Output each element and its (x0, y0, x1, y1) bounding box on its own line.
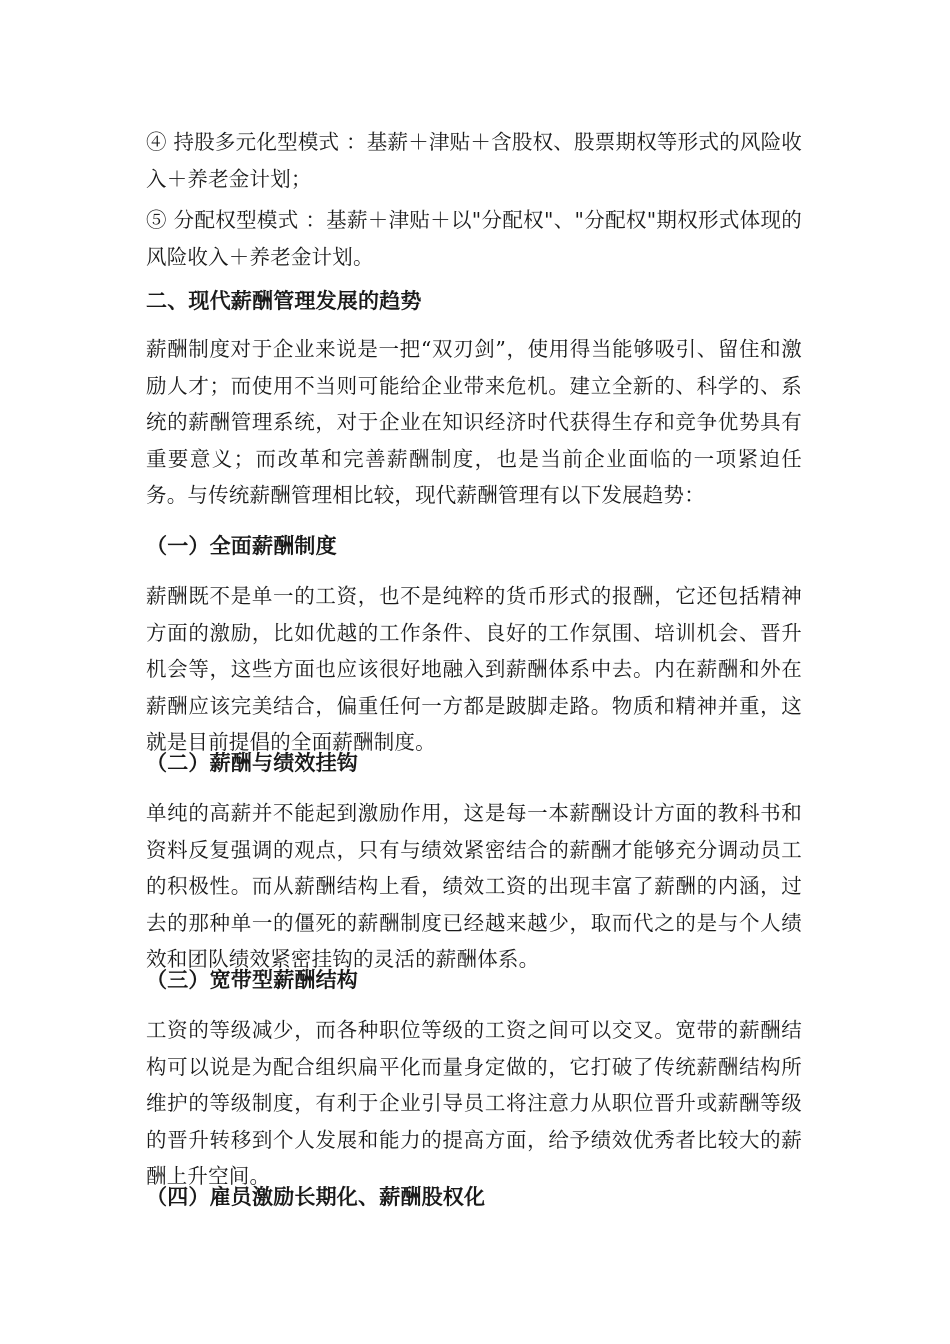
subsection-paragraph-1: 薪酬既不是单一的工资，也不是纯粹的货币形式的报酬，它还包括精神方面的激励，比如优越的工作条件、良好的工作氛围、培训机会、晋升机会等，这些方面也应该很好地融入到薪酬体系中去。内在薪酬和外在薪酬应该完美结合，偏重任何一方都是跛脚走路。物质和精神并重，这就是目前提倡的全面薪酬制度。 (146, 584, 802, 754)
section-intro-paragraph: 薪酬制度对于企业来说是一把“双刃剑”，使用得当能够吸引、留住和激励人才；而使用不当则可能给企业带来危机。建立全新的、科学的、系统的薪酬管理系统，对于企业在知识经济时代获得生存和竞争优势具有重要意义；而改革和完善薪酬制度，也是当前企业面临的一项紧迫任务。与传统薪酬管理相比较，现代薪酬管理有以下发展趋势： (146, 337, 802, 507)
subsection-paragraph-2: 单纯的高薪并不能起到激励作用，这是每一本薪酬设计方面的教科书和资料反复强调的观点，只有与绩效紧密结合的薪酬才能够充分调动员工的积极性。而从薪酬结构上看，绩效工资的出现丰富了薪酬的内涵，过去的那种单一的僵死的薪酬制度已经越来越少，取而代之的是与个人绩效和团队绩效紧密挂钩的灵活的薪酬体系。 (146, 801, 802, 971)
section-heading: 二、现代薪酬管理发展的趋势 (146, 289, 422, 313)
subsection-heading-4: （四）雇员激励长期化、薪酬股权化 (146, 1185, 486, 1209)
subsection-paragraph-3: 工资的等级减少，而各种职位等级的工资之间可以交叉。宽带的薪酬结构可以说是为配合组织扁平化而量身定做的，它打破了传统薪酬结构所维护的等级制度，有利于企业引导员工将注意力从职位晋升或薪酬等级的晋升转移到个人发展和能力的提高方面，给予绩效优秀者比较大的薪酬上升空间。 (146, 1018, 802, 1188)
subsection-heading-2: （二）薪酬与绩效挂钩 (146, 751, 358, 775)
subsection-heading-1: （一）全面薪酬制度 (146, 534, 337, 558)
list-item-5: ⑤ 分配权型模式 ：基薪＋津贴＋以"分配权"、"分配权"期权形式体现的风险收入＋养老金计划。 (146, 208, 802, 269)
subsection-heading-3: （三）宽带型薪酬结构 (146, 968, 358, 992)
list-item-4: ④ 持股多元化型模式 ：基薪＋津贴＋含股权、股票期权等形式的风险收入＋养老金计划； (146, 130, 802, 191)
